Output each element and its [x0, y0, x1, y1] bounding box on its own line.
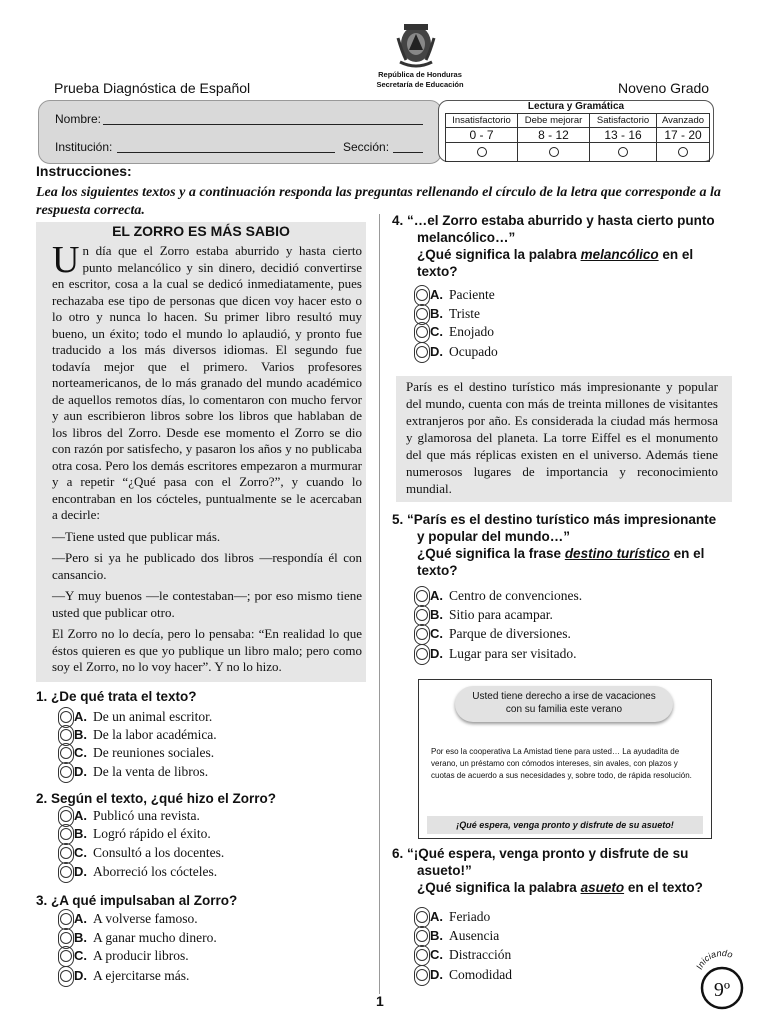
option-letter: C. [430, 626, 443, 641]
question-ask [392, 246, 742, 263]
question-5-prompt [392, 511, 752, 579]
exam-title: Prueba Diagnóstica de Español [54, 80, 251, 96]
option-letter: D. [430, 344, 443, 359]
story-paragraph: n día que el Zorro estaba aburrido y hasta cierto punto melancólico y sin dinero, decidió convertirse en escritor, cosa a la cual se dedicó inmediatamente, pues rechazaba ese tipo de personas que dicen voy hacer esto o lo otro y nunca lo hacen. Su primer libro resultó muy bueno, un éxito; todo el mundo lo aplaudió, y pronto fue traducido a los más diversos idiomas. El segundo fue todavía mejor que el primero. Varios profesores norteamericanos, de lo más granado del mundo académico de aquellos remotos días, lo comentaron con mucho fervor y aun escribieron libros sobre los libros que hablaban de los libros del Zorro. Desde ese momento el Zorro se dio con razón por satisfecho, y pasaron los años y no publicaba otra cosa. Pero los demás escritores empezaron a murmurar y a repetir “¿Qué pasa con el Zorro?”, y cuando lo encontraban en los cócteles, puntualmente se le acercaban a decirle: [52, 243, 362, 522]
column-divider [379, 214, 380, 994]
option-text: Distracción [449, 947, 512, 962]
answer-bubble[interactable] [60, 866, 72, 878]
answer-bubble[interactable] [60, 711, 72, 723]
level-label: Insatisfactorio [446, 114, 518, 128]
option-letter: C. [430, 324, 443, 339]
student-info-box [38, 100, 442, 164]
story-paragraph: —Y muy buenos —le contestaban—; por eso mismo tiene usted que publicar otro. [52, 588, 362, 620]
option-letter: A. [430, 588, 443, 603]
question-quote: melancólico…” [417, 230, 516, 245]
question-4-prompt [392, 212, 742, 280]
question-keyword: asueto [580, 880, 625, 895]
paris-text: París es el destino turístico más impresionante y popular del mundo, cuenta con más de treinta millones de visitantes extranjeros por año. Es considerada la ciudad más hermosa y glamorosa del planeta. La torre Eiffel es el monumento del que más réplicas existen en el universo. Además tiene numerosos lugares de importancia y reconocimiento mundial. [406, 379, 718, 496]
answer-bubble[interactable] [416, 969, 428, 981]
answer-bubble[interactable] [477, 147, 487, 157]
score-table [445, 113, 710, 162]
option-letter: B. [74, 826, 87, 841]
instructions-heading: Instrucciones: [36, 163, 132, 179]
section-field[interactable] [393, 152, 423, 153]
name-field[interactable] [103, 124, 423, 125]
level-bubble-cell [518, 143, 590, 162]
question-ask-text: ¿Qué significa la palabra [417, 247, 581, 262]
option-text: Aborreció los cócteles. [93, 864, 218, 879]
option-letter: B. [430, 306, 443, 321]
question-quote: 6. “¡Qué espera, venga pronto y disfrute de su [392, 846, 689, 861]
answer-bubble[interactable] [678, 147, 688, 157]
answer-bubble[interactable] [618, 147, 628, 157]
ad-body-text: Por eso la cooperativa La Amistad tiene para usted… La ayudadita de verano, un préstamo con cómodos intereses, sin avales, con plazos y cuotas de acuerdo a sus necesidades y, sobre todo, de rápida resolución. [431, 747, 692, 780]
option-text: De la labor académica. [93, 727, 217, 742]
answer-bubble[interactable] [416, 308, 428, 320]
option-text: Parque de diversiones. [449, 626, 571, 641]
answer-bubble[interactable] [416, 911, 428, 923]
question-2-prompt: 2. Según el texto, ¿qué hizo el Zorro? [36, 791, 277, 806]
question-quote: asueto!” [417, 863, 472, 878]
option-letter: C. [430, 947, 443, 962]
ad-banner [455, 686, 673, 722]
secretaria-label: Secretaría de Educación [376, 80, 464, 89]
level-range: 0 - 7 [446, 128, 518, 143]
story-paragraph: —Tiene usted que publicar más. [52, 528, 221, 544]
level-bubble-cell [590, 143, 657, 162]
section-label: Sección: [343, 140, 390, 154]
answer-bubble[interactable] [549, 147, 559, 157]
question-ask-text: ¿Qué significa la palabra [417, 880, 581, 895]
answer-bubble[interactable] [60, 766, 72, 778]
page-number: 1 [376, 993, 384, 1009]
option-letter: D. [74, 764, 87, 779]
option-text: Sitio para acampar. [449, 607, 553, 622]
option-letter: D. [430, 646, 443, 661]
ministry-heading [340, 70, 500, 90]
option-letter: B. [430, 928, 443, 943]
option-letter: A. [74, 808, 87, 823]
option-text: Logró rápido el éxito. [93, 826, 211, 841]
question-ask-text: texto? [417, 563, 458, 578]
level-bubble-cell [446, 143, 518, 162]
level-bubble-cell [657, 143, 710, 162]
answer-bubble[interactable] [60, 932, 72, 944]
story-title: EL ZORRO ES MÁS SABIO [112, 223, 290, 239]
question-ask-text: ¿Qué significa la frase [417, 546, 565, 561]
question-ask [392, 545, 752, 562]
level-range: 8 - 12 [518, 128, 590, 143]
answer-bubble[interactable] [60, 747, 72, 759]
option-text: Publicó una revista. [93, 808, 200, 823]
answer-bubble[interactable] [60, 828, 72, 840]
answer-bubble[interactable] [60, 729, 72, 741]
answer-bubble[interactable] [416, 949, 428, 961]
option-letter: B. [74, 727, 87, 742]
option-letter: B. [74, 930, 87, 945]
name-label: Nombre: [55, 112, 102, 126]
instructions-text: Lea los siguientes textos y a continuación responda las preguntas rellenando el círculo de la letra que corresponde a la respuesta correcta. [36, 185, 721, 218]
option-letter: A. [430, 287, 443, 302]
answer-bubble[interactable] [60, 950, 72, 962]
question-ask [392, 879, 752, 896]
option-text: A volverse famoso. [93, 911, 198, 926]
badge-grade: 9º [713, 979, 731, 1001]
grade-title: Noveno Grado [618, 80, 710, 96]
honduras-coat-of-arms-icon [396, 18, 436, 70]
score-table-box [438, 100, 714, 162]
option-text: Triste [449, 306, 481, 321]
answer-bubble[interactable] [416, 289, 428, 301]
answer-bubble[interactable] [416, 609, 428, 621]
level-label: Debe mejorar [518, 114, 590, 128]
option-letter: C. [74, 948, 87, 963]
answer-bubble[interactable] [60, 847, 72, 859]
question-keyword: melancólico [580, 247, 659, 262]
option-text: A ejercitarse más. [93, 968, 190, 983]
option-text: Centro de convenciones. [449, 588, 583, 603]
level-range: 17 - 20 [657, 128, 710, 143]
story-paragraph: El Zorro no lo decía, pero lo pensaba: “En realidad lo que éstos quieren es que yo publique un libro malo; pero como soy el Zorro, no lo voy hacer”. Y no lo hizo. [52, 626, 362, 674]
ad-banner-line: con su familia este verano [505, 704, 623, 715]
answer-bubble[interactable] [416, 326, 428, 338]
grade-badge-icon [690, 948, 754, 1012]
ad-banner-line: Usted tiene derecho a irse de vacaciones [472, 691, 656, 702]
question-ask-text: en el [669, 546, 705, 561]
question-ask-text: en el texto? [624, 880, 703, 895]
option-text: De reuniones sociales. [93, 745, 215, 760]
option-text: Paciente [449, 287, 495, 302]
option-text: Ocupado [449, 344, 498, 359]
option-letter: C. [74, 745, 87, 760]
option-text: De un animal escritor. [93, 709, 213, 724]
answer-bubble[interactable] [416, 590, 428, 602]
option-letter: D. [74, 864, 87, 879]
option-text: Ausencia [449, 928, 500, 943]
question-1-prompt: 1. ¿De qué trata el texto? [36, 689, 197, 704]
answer-bubble[interactable] [60, 970, 72, 982]
answer-bubble[interactable] [416, 346, 428, 358]
drop-cap: U [52, 239, 80, 281]
republic-label: República de Honduras [378, 70, 462, 79]
level-label: Satisfactorio [590, 114, 657, 128]
option-text: Enojado [449, 324, 494, 339]
answer-bubble[interactable] [416, 628, 428, 640]
option-letter: B. [430, 607, 443, 622]
ad-footer-slogan: ¡Qué espera, venga pronto y disfrute de su asueto! [427, 816, 703, 834]
question-3-prompt: 3. ¿A qué impulsaban al Zorro? [36, 893, 238, 908]
option-letter: A. [74, 911, 87, 926]
question-6-prompt [392, 845, 752, 896]
option-letter: D. [74, 968, 87, 983]
answer-bubble[interactable] [60, 913, 72, 925]
story-paragraph: —Pero si ya he publicado dos libros —respondía él con cansancio. [52, 550, 362, 582]
option-text: A ganar mucho dinero. [93, 930, 217, 945]
answer-bubble[interactable] [60, 810, 72, 822]
question-keyword: destino turístico [564, 546, 670, 561]
question-ask-text: en el [658, 247, 694, 262]
advertisement-box [418, 679, 712, 839]
answer-bubble[interactable] [416, 930, 428, 942]
option-letter: A. [74, 709, 87, 724]
option-text: A producir libros. [93, 948, 189, 963]
question-quote: 5. “París es el destino turístico más impresionante [392, 512, 717, 527]
score-title: Lectura y Gramática [527, 101, 625, 112]
option-text: Lugar para ser visitado. [449, 646, 577, 661]
option-letter: D. [430, 967, 443, 982]
institution-label: Institución: [55, 140, 113, 154]
level-label: Avanzado [657, 114, 710, 128]
option-text: Feriado [449, 909, 491, 924]
question-quote: 4. “…el Zorro estaba aburrido y hasta cierto punto [392, 213, 715, 228]
option-letter: A. [430, 909, 443, 924]
option-text: De la venta de libros. [93, 764, 209, 779]
svg-text:Iniciando [694, 948, 734, 971]
answer-bubble[interactable] [416, 648, 428, 660]
option-text: Consultó a los docentes. [93, 845, 225, 860]
option-letter: C. [74, 845, 87, 860]
question-ask-text: texto? [417, 264, 458, 279]
institution-field[interactable] [117, 152, 335, 153]
question-quote: y popular del mundo…” [417, 529, 571, 544]
level-range: 13 - 16 [590, 128, 657, 143]
option-text: Comodidad [449, 967, 512, 982]
story-text [52, 239, 362, 681]
badge-label: Iniciando [694, 948, 735, 971]
